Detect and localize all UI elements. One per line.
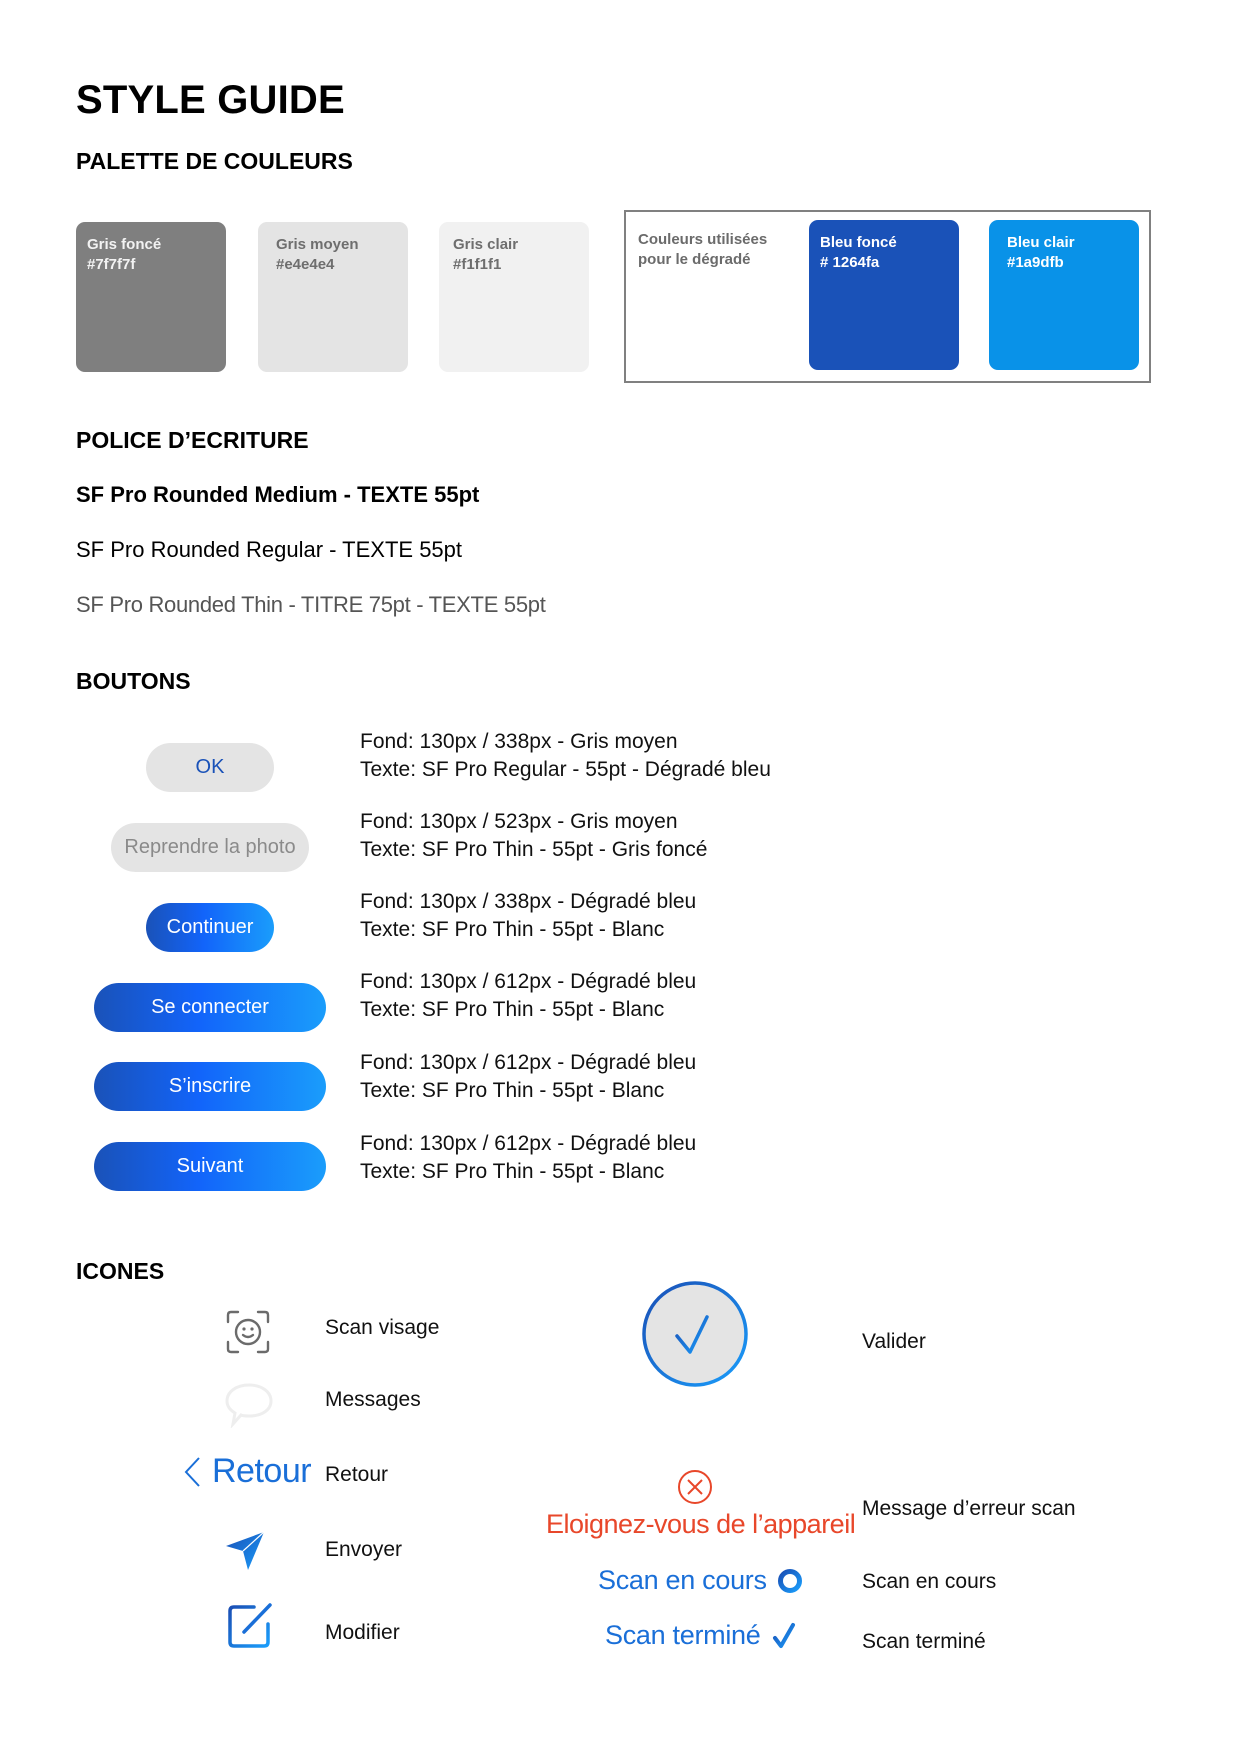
back-sample-text: Retour [212, 1452, 312, 1490]
button-spec-fond: Fond: 130px / 612px - Dégradé bleu [360, 1051, 697, 1074]
swatch-hex: #e4e4e4 [276, 256, 335, 273]
button-spec-texte: Texte: SF Pro Regular - 55pt - Dégradé bleu [360, 758, 771, 781]
ok-button[interactable]: OK [146, 743, 274, 792]
paper-plane-icon [224, 1530, 266, 1572]
signup-button[interactable]: S’inscrire [94, 1062, 326, 1111]
button-spec [360, 1049, 696, 1105]
retake-photo-button[interactable]: Reprendre la photo [111, 823, 309, 872]
error-circle-icon [677, 1469, 713, 1505]
swatch-gris-moyen [258, 222, 408, 372]
swatch-name: Gris moyen [276, 236, 359, 253]
progress-ring-icon [777, 1568, 803, 1594]
font-sample-thin: SF Pro Rounded Thin - TITRE 75pt - TEXTE 55pt [76, 592, 546, 617]
swatch-name: Gris foncé [87, 236, 162, 253]
button-spec-fond: Fond: 130px / 523px - Gris moyen [360, 810, 678, 833]
button-spec [360, 808, 707, 864]
continue-button[interactable]: Continuer [146, 903, 274, 952]
swatch-hex: #f1f1f1 [453, 256, 502, 273]
scan-done-text: Scan terminé [605, 1620, 761, 1650]
icons-heading: ICONES [76, 1258, 165, 1284]
button-spec-texte: Texte: SF Pro Thin - 55pt - Blanc [360, 918, 665, 941]
scan-done-sample [605, 1620, 796, 1651]
fonts-heading: POLICE D’ECRITURE [76, 427, 309, 453]
font-sample-regular: SF Pro Rounded Regular - TEXTE 55pt [76, 537, 463, 562]
swatch-gris-fonce [76, 222, 226, 372]
error-message-sample: Eloignez-vous de l’appareil [546, 1509, 856, 1539]
icon-label: Modifier [325, 1621, 400, 1644]
gradient-caption: Couleurs utilisées pour le dégradé [638, 231, 768, 268]
palette-heading: PALETTE DE COULEURS [76, 148, 353, 174]
button-spec-fond: Fond: 130px / 338px - Gris moyen [360, 730, 678, 753]
button-spec-texte: Texte: SF Pro Thin - 55pt - Blanc [360, 998, 665, 1021]
next-button[interactable]: Suivant [94, 1142, 326, 1191]
swatch-name: Bleu clair [1007, 234, 1075, 251]
face-scan-icon [224, 1308, 272, 1356]
checkmark-icon [772, 1622, 796, 1650]
button-spec [360, 1130, 696, 1186]
button-spec-texte: Texte: SF Pro Thin - 55pt - Blanc [360, 1079, 665, 1102]
swatch-gris-clair [439, 222, 589, 372]
back-button-sample[interactable] [182, 1452, 311, 1491]
icon-label: Envoyer [325, 1538, 403, 1561]
icon-label: Scan visage [325, 1316, 440, 1339]
button-spec-texte: Texte: SF Pro Thin - 55pt - Blanc [360, 1160, 665, 1183]
button-spec-fond: Fond: 130px / 612px - Dégradé bleu [360, 1132, 697, 1155]
scan-progress-sample [598, 1565, 803, 1596]
checkmark-circle-icon[interactable] [641, 1280, 749, 1388]
chevron-left-icon [182, 1455, 204, 1489]
speech-bubble-icon [224, 1382, 274, 1428]
icon-label: Valider [862, 1330, 926, 1353]
gradient-colors-box [624, 210, 1151, 383]
icon-label: Message d’erreur scan [862, 1497, 1076, 1520]
swatch-hex: # 1264fa [820, 254, 880, 271]
login-button[interactable]: Se connecter [94, 983, 326, 1032]
button-spec-fond: Fond: 130px / 612px - Dégradé bleu [360, 970, 697, 993]
icon-label: Retour [325, 1463, 389, 1486]
page-title: STYLE GUIDE [76, 78, 345, 122]
swatch-hex: #7f7f7f [87, 256, 136, 273]
button-spec [360, 968, 696, 1024]
button-spec [360, 888, 696, 944]
edit-icon [226, 1600, 276, 1650]
font-sample-medium: SF Pro Rounded Medium - TEXTE 55pt [76, 482, 480, 507]
button-spec [360, 728, 771, 784]
swatch-hex: #1a9dfb [1007, 254, 1064, 271]
swatch-bleu-clair [989, 220, 1139, 370]
icon-label: Messages [325, 1388, 421, 1411]
icon-label: Scan terminé [862, 1630, 986, 1653]
scan-progress-text: Scan en cours [598, 1565, 767, 1595]
swatch-bleu-fonce [809, 220, 959, 370]
swatch-name: Gris clair [453, 236, 519, 253]
swatch-name: Bleu foncé [820, 234, 897, 251]
button-spec-texte: Texte: SF Pro Thin - 55pt - Gris foncé [360, 838, 708, 861]
button-spec-fond: Fond: 130px / 338px - Dégradé bleu [360, 890, 697, 913]
icon-label: Scan en cours [862, 1570, 997, 1593]
buttons-heading: BOUTONS [76, 668, 191, 694]
